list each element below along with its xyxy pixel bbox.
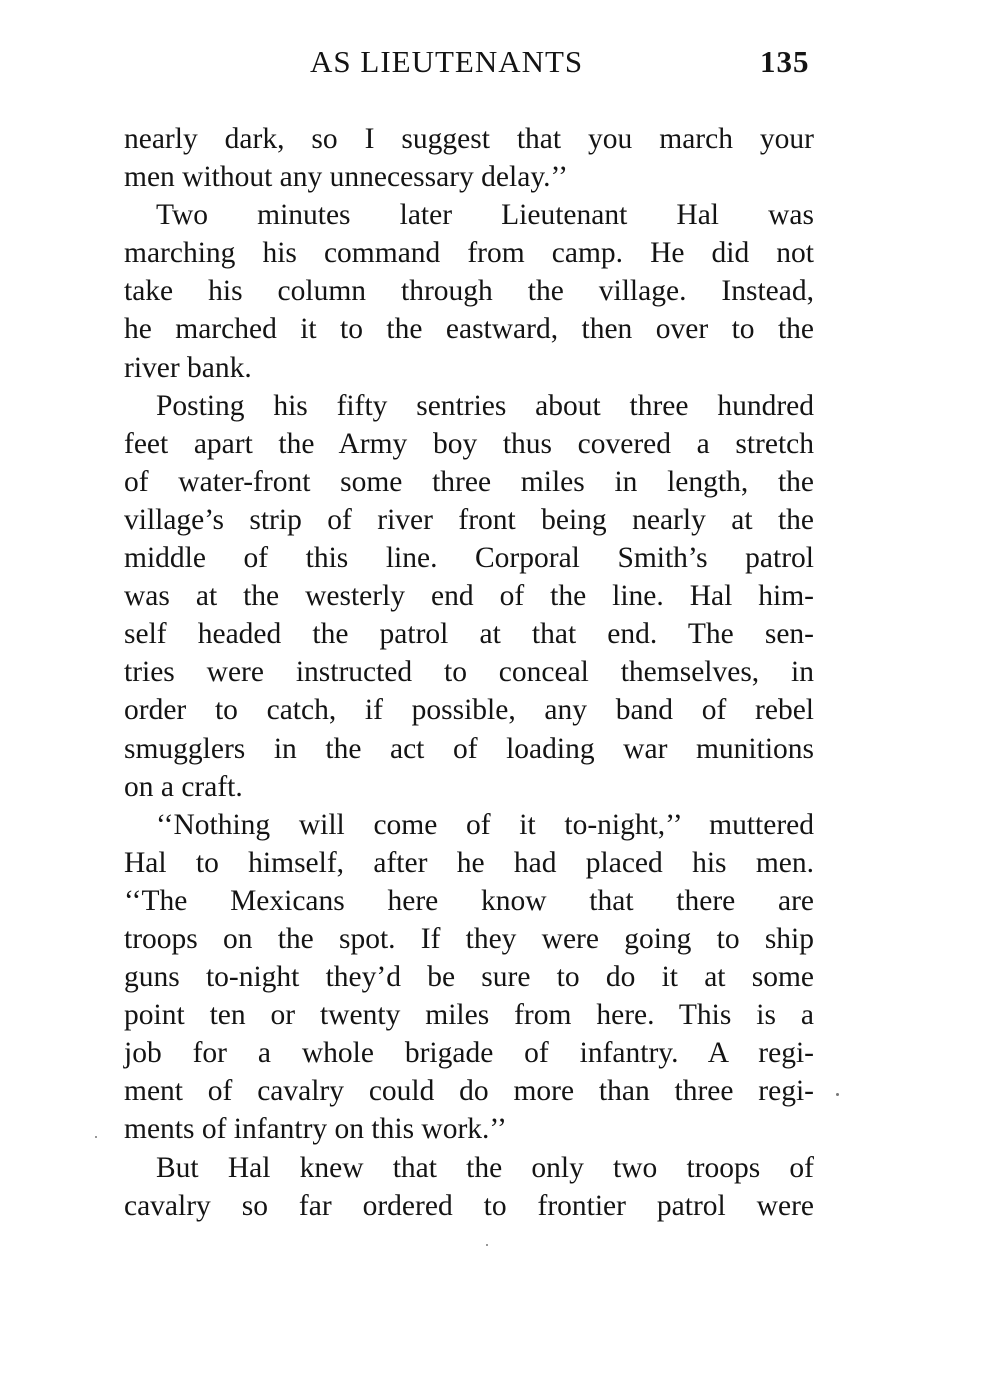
- text-line: river bank.: [124, 351, 252, 384]
- text-line: on a craft.: [124, 770, 243, 803]
- text-line: self headed the patrol at that end. The sen-: [124, 618, 814, 651]
- text-line: take his column through the village. Instead,: [124, 275, 814, 308]
- text-line: nearly dark, so I suggest that you march your: [124, 123, 814, 155]
- paragraph-first-line: But Hal knew that the only two troops of: [156, 1151, 814, 1184]
- text-line: point ten or twenty miles from here. This is a: [124, 999, 814, 1032]
- body-text: [124, 120, 814, 1225]
- text-line: ‘‘The Mexicans here know that there are: [124, 884, 814, 917]
- text-line: marching his command from camp. He did not: [124, 237, 814, 270]
- text-line: feet apart the Army boy thus covered a stretch: [124, 427, 814, 460]
- text-line: middle of this line. Corporal Smith’s patrol: [124, 542, 814, 575]
- text-line: smugglers in the act of loading war munitions: [124, 732, 814, 765]
- page-number: 135: [760, 44, 810, 79]
- text-line: men without any unnecessary delay.’’: [124, 161, 568, 194]
- text-line: job for a whole brigade of infantry. A regi-: [124, 1037, 814, 1070]
- text-line: ment of cavalry could do more than three regi-: [124, 1075, 814, 1108]
- running-title: AS LIEUTENANTS: [310, 44, 584, 79]
- text-line: cavalry so far ordered to frontier patrol were: [124, 1189, 814, 1222]
- text-line: ments of infantry on this work.’’: [124, 1113, 507, 1146]
- text-line: guns to-night they’d be sure to do it at some: [124, 961, 814, 994]
- paragraph-first-line: Two minutes later Lieutenant Hal was: [156, 199, 814, 232]
- print-speck: [836, 1093, 839, 1096]
- text-line: troops on the spot. If they were going to ship: [124, 922, 814, 955]
- paragraph-first-line: ‘‘Nothing will come of it to-night,’’ muttered: [156, 808, 814, 841]
- running-head: [0, 38, 1000, 88]
- text-line: of water-front some three miles in length, the: [124, 465, 814, 498]
- text-line: order to catch, if possible, any band of rebel: [124, 694, 814, 727]
- text-line: village’s strip of river front being nearly at the: [124, 503, 814, 536]
- print-speck: [486, 1244, 488, 1246]
- paragraph-first-line: Posting his fifty sentries about three hundred: [156, 389, 814, 422]
- text-line: he marched it to the eastward, then over to the: [124, 313, 814, 346]
- print-speck: [95, 1136, 97, 1138]
- text-line: Hal to himself, after he had placed his men.: [124, 846, 814, 879]
- text-line: tries were instructed to conceal themselves, in: [124, 656, 814, 689]
- text-line: was at the westerly end of the line. Hal him-: [124, 580, 814, 613]
